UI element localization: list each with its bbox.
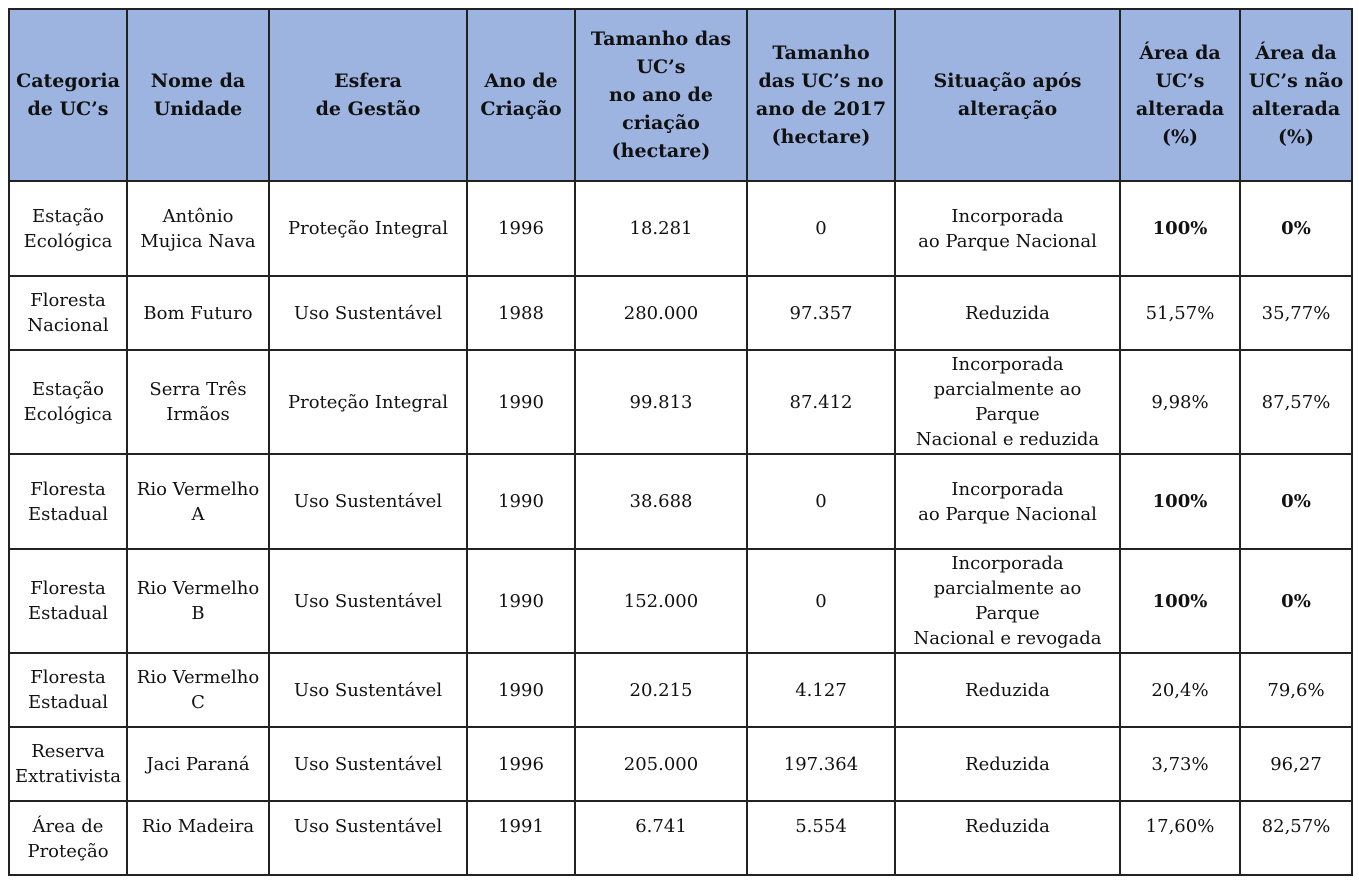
- cell-categoria: Estação Ecológica: [9, 181, 127, 276]
- cell-tamanho-2017: 87.412: [747, 350, 895, 454]
- cell-tamanho-criacao: 38.688: [575, 454, 747, 549]
- col-header-esfera: Esfera de Gestão: [269, 9, 467, 181]
- cell-categoria: Floresta Estadual: [9, 454, 127, 549]
- cell-tamanho-criacao: 205.000: [575, 727, 747, 801]
- col-header-ano: Ano de Criação: [467, 9, 575, 181]
- cell-area-nao-alterada: 0%: [1240, 549, 1352, 653]
- cell-categoria: Estação Ecológica: [9, 350, 127, 454]
- cell-ano: 1991: [467, 801, 575, 875]
- cell-situacao: Incorporada parcialmente ao Parque Nacional e revogada: [895, 549, 1120, 653]
- cell-situacao: Incorporada ao Parque Nacional: [895, 181, 1120, 276]
- col-header-area-nao-alterada: Área da UC’s não alterada (%): [1240, 9, 1352, 181]
- cell-esfera: Uso Sustentável: [269, 276, 467, 350]
- cell-area-nao-alterada: 0%: [1240, 454, 1352, 549]
- cell-area-nao-alterada: 87,57%: [1240, 350, 1352, 454]
- cell-situacao: Reduzida: [895, 276, 1120, 350]
- cell-nome: Rio Vermelho B: [127, 549, 269, 653]
- cell-esfera: Uso Sustentável: [269, 653, 467, 727]
- cell-esfera: Proteção Integral: [269, 181, 467, 276]
- cell-area-nao-alterada: 96,27: [1240, 727, 1352, 801]
- cell-esfera: Uso Sustentável: [269, 454, 467, 549]
- cell-tamanho-criacao: 20.215: [575, 653, 747, 727]
- col-header-situacao: Situação após alteração: [895, 9, 1120, 181]
- table-row: [9, 727, 1352, 801]
- cell-ano: 1996: [467, 181, 575, 276]
- cell-area-alterada: 3,73%: [1120, 727, 1240, 801]
- cell-area-nao-alterada: 35,77%: [1240, 276, 1352, 350]
- cell-categoria: Área de Proteção: [9, 801, 127, 875]
- cell-categoria: Floresta Estadual: [9, 549, 127, 653]
- cell-ano: 1996: [467, 727, 575, 801]
- cell-tamanho-2017: 0: [747, 181, 895, 276]
- cell-categoria: Floresta Nacional: [9, 276, 127, 350]
- cell-situacao: Reduzida: [895, 801, 1120, 875]
- table-row: [9, 276, 1352, 350]
- table-row: [9, 801, 1352, 875]
- col-header-area-alterada: Área da UC’s alterada (%): [1120, 9, 1240, 181]
- header-row: [9, 9, 1352, 181]
- cell-tamanho-2017: 4.127: [747, 653, 895, 727]
- cell-tamanho-2017: 0: [747, 454, 895, 549]
- cell-tamanho-2017: 5.554: [747, 801, 895, 875]
- cell-nome: Serra Três Irmãos: [127, 350, 269, 454]
- cell-area-alterada: 100%: [1120, 454, 1240, 549]
- col-header-nome: Nome da Unidade: [127, 9, 269, 181]
- cell-ano: 1990: [467, 549, 575, 653]
- cell-area-alterada: 51,57%: [1120, 276, 1240, 350]
- table-row: [9, 454, 1352, 549]
- cell-ano: 1990: [467, 653, 575, 727]
- cell-area-nao-alterada: 0%: [1240, 181, 1352, 276]
- cell-area-alterada: 100%: [1120, 549, 1240, 653]
- cell-situacao: Incorporada ao Parque Nacional: [895, 454, 1120, 549]
- cell-area-alterada: 17,60%: [1120, 801, 1240, 875]
- cell-situacao: Reduzida: [895, 653, 1120, 727]
- cell-nome: Rio Vermelho A: [127, 454, 269, 549]
- cell-tamanho-criacao: 280.000: [575, 276, 747, 350]
- table-row: [9, 653, 1352, 727]
- cell-tamanho-criacao: 18.281: [575, 181, 747, 276]
- col-header-tamanho-criacao: Tamanho das UC’s no ano de criação (hectare): [575, 9, 747, 181]
- cell-categoria: Floresta Estadual: [9, 653, 127, 727]
- cell-nome: Rio Vermelho C: [127, 653, 269, 727]
- cell-nome: Rio Madeira: [127, 801, 269, 875]
- cell-ano: 1990: [467, 454, 575, 549]
- cell-tamanho-criacao: 6.741: [575, 801, 747, 875]
- cell-area-alterada: 9,98%: [1120, 350, 1240, 454]
- col-header-tamanho-2017: Tamanho das UC’s no ano de 2017 (hectare): [747, 9, 895, 181]
- cell-tamanho-2017: 97.357: [747, 276, 895, 350]
- cell-tamanho-2017: 0: [747, 549, 895, 653]
- uc-table: [8, 8, 1353, 876]
- table-row: [9, 350, 1352, 454]
- col-header-categoria: Categoria de UC’s: [9, 9, 127, 181]
- cell-tamanho-2017: 197.364: [747, 727, 895, 801]
- cell-tamanho-criacao: 152.000: [575, 549, 747, 653]
- cell-area-nao-alterada: 82,57%: [1240, 801, 1352, 875]
- cell-tamanho-criacao: 99.813: [575, 350, 747, 454]
- cell-area-alterada: 20,4%: [1120, 653, 1240, 727]
- cell-situacao: Reduzida: [895, 727, 1120, 801]
- cell-ano: 1988: [467, 276, 575, 350]
- cell-nome: Bom Futuro: [127, 276, 269, 350]
- cell-categoria: Reserva Extrativista: [9, 727, 127, 801]
- cell-area-alterada: 100%: [1120, 181, 1240, 276]
- cell-nome: Jaci Paraná: [127, 727, 269, 801]
- cell-esfera: Proteção Integral: [269, 350, 467, 454]
- cell-esfera: Uso Sustentável: [269, 549, 467, 653]
- cell-nome: Antônio Mujica Nava: [127, 181, 269, 276]
- table-row: [9, 549, 1352, 653]
- cell-esfera: Uso Sustentável: [269, 801, 467, 875]
- cell-situacao: Incorporada parcialmente ao Parque Nacional e reduzida: [895, 350, 1120, 454]
- cell-ano: 1990: [467, 350, 575, 454]
- table-row: [9, 181, 1352, 276]
- cell-esfera: Uso Sustentável: [269, 727, 467, 801]
- cell-area-nao-alterada: 79,6%: [1240, 653, 1352, 727]
